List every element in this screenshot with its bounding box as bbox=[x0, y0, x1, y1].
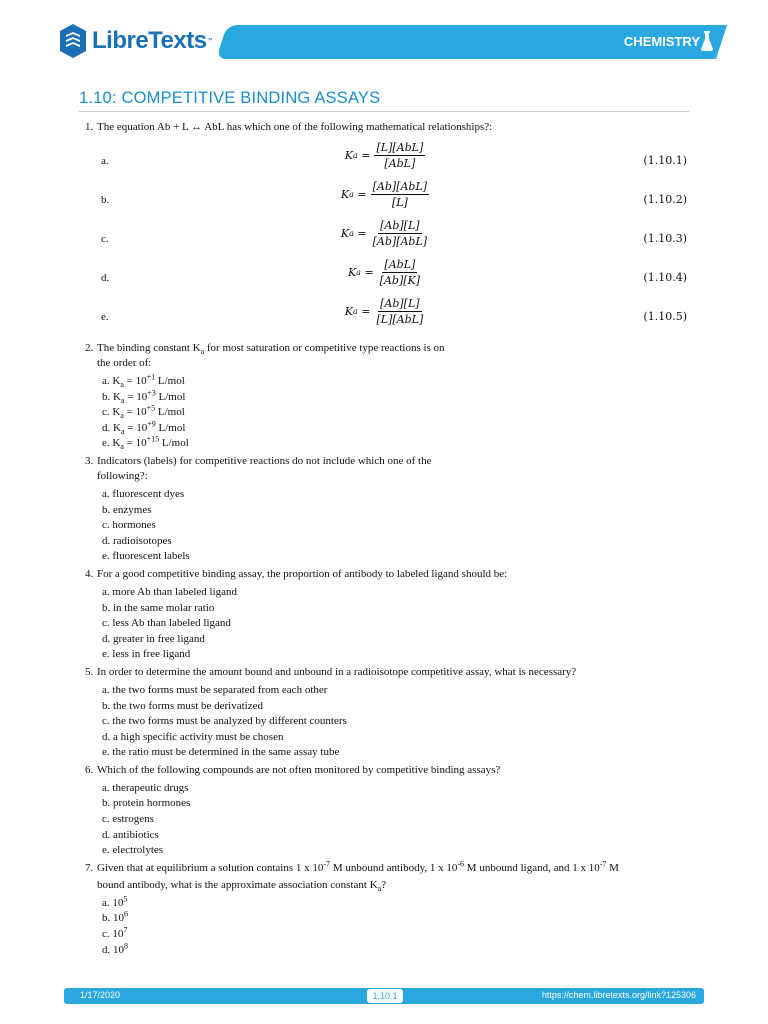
fraction-denominator: [Ab][AbL] bbox=[372, 235, 428, 248]
fraction-numerator: [Ab][AbL] bbox=[372, 180, 428, 193]
equation-lhs: K bbox=[347, 266, 357, 279]
question-number: 4. bbox=[85, 567, 94, 580]
question-7 bbox=[85, 861, 695, 893]
question-text: In order to determine the amount bound and unbound in a radioisotope competitive assay, what is necessary? bbox=[97, 665, 577, 678]
equation-lhs: K bbox=[340, 227, 350, 240]
question-text: The binding constant $K_a$ for most saturation or competitive type reactions is on bbox=[97, 342, 445, 357]
option-list bbox=[85, 374, 695, 452]
question-text-continued: bound antibody, what is the approximate association constant $K_a$? bbox=[97, 878, 387, 894]
equation-number: (1.10.5) bbox=[643, 310, 687, 323]
option-item[interactable]: b. enzymes bbox=[102, 503, 152, 516]
question-text: For a good competitive binding assay, the proportion of antibody to labeled ligand should be: bbox=[97, 567, 508, 580]
equation-row bbox=[85, 141, 695, 180]
equation-list bbox=[85, 141, 695, 336]
equation: K a = $\frac{\text{[Ab][AbL]}}{[L]}$ bbox=[340, 180, 428, 209]
equation-number: (1.10.3) bbox=[643, 232, 687, 245]
option-list bbox=[85, 487, 695, 565]
equation-lhs: K bbox=[340, 188, 350, 201]
question-text: Indicators (labels) for competitive reactions do not include which one of the bbox=[97, 454, 432, 467]
equation-number: (1.10.2) bbox=[643, 193, 687, 206]
option-item[interactable]: c. $10^7$ bbox=[102, 925, 128, 941]
equation-row bbox=[85, 219, 695, 258]
question-number: 5. bbox=[85, 665, 94, 678]
option-item[interactable]: c. $K_a = 10^{+5}$ L/mol bbox=[102, 403, 185, 421]
option-item[interactable]: c. estrogens bbox=[102, 813, 154, 826]
option-item[interactable]: b. $K_a = 10^{+3}$ L/mol bbox=[102, 387, 186, 405]
question-list bbox=[85, 118, 695, 958]
option-item[interactable]: a. $K_a = 10^{+1}$ L/mol bbox=[102, 372, 185, 390]
option-item[interactable]: b. protein hormones bbox=[102, 797, 191, 810]
option-list bbox=[85, 683, 695, 761]
question-2 bbox=[85, 341, 695, 371]
equation-row bbox=[85, 297, 695, 336]
option-item[interactable]: c. the two forms must be analyzed by different counters bbox=[102, 715, 347, 728]
logo-tm: ™ bbox=[206, 38, 213, 44]
fraction-numerator: [Ab][L] bbox=[380, 297, 420, 310]
question-number: 3. bbox=[85, 454, 94, 467]
libretexts-logo-icon bbox=[58, 22, 88, 60]
option-list bbox=[85, 781, 695, 859]
libretexts-logo[interactable] bbox=[58, 22, 213, 60]
fraction-numerator: [L][AbL] bbox=[376, 141, 424, 154]
option-item[interactable]: d. $10^8$ bbox=[102, 940, 128, 956]
equation-lhs: K bbox=[344, 305, 353, 318]
option-list bbox=[85, 896, 695, 958]
section-label[interactable]: CHEMISTRY bbox=[623, 34, 700, 49]
option-letter: d. bbox=[101, 272, 110, 284]
option-list bbox=[85, 585, 695, 663]
option-item[interactable]: e. $K_a = 10^{+15}$ L/mol bbox=[102, 434, 189, 452]
question-number: 7. bbox=[85, 861, 94, 874]
equation-lhs: K bbox=[344, 149, 353, 162]
equation-row bbox=[85, 180, 695, 219]
option-item[interactable]: a. more Ab than labeled ligand bbox=[102, 585, 238, 598]
page-title: 1.10: COMPETITIVE BINDING ASSAYS bbox=[79, 89, 381, 107]
fraction-denominator: [L][AbL] bbox=[376, 313, 424, 326]
question-number: 1. bbox=[85, 121, 94, 133]
option-item[interactable]: e. electrolytes bbox=[102, 844, 164, 857]
question-text: Which of the following compounds are not often monitored by competitive binding assays? bbox=[97, 763, 501, 776]
option-letter: e. bbox=[101, 311, 109, 323]
question-5 bbox=[85, 665, 695, 680]
fraction-denominator: [Ab][K] bbox=[379, 274, 421, 287]
option-item[interactable]: a. $10^5$ bbox=[102, 894, 128, 909]
equation-number: (1.10.1) bbox=[643, 154, 687, 167]
footer-date: 1/17/2020 bbox=[80, 990, 121, 1000]
fraction-denominator: [AbL] bbox=[384, 157, 416, 170]
option-item[interactable]: a. the two forms must be separated from each other bbox=[102, 683, 328, 696]
option-item[interactable]: d. $K_a = 10^{+9}$ L/mol bbox=[102, 419, 186, 436]
question-number: 6. bbox=[85, 763, 94, 776]
question-text: Given that at equilibrium a solution contains 1 x $10^{-7}$ M unbound antibody, 1 x $10^{-6}$ M unbound ligand, and 1 x $10^{-7}$ M bbox=[97, 859, 619, 874]
question-text: The equation Ab + L ↔ AbL has which one of the following mathematical relationships?: bbox=[97, 121, 493, 133]
fraction-numerator: [AbL] bbox=[384, 258, 416, 271]
option-item[interactable]: d. greater in free ligand bbox=[102, 632, 205, 645]
option-item[interactable]: d. a high specific activity must be chosen bbox=[102, 730, 284, 743]
question-3 bbox=[85, 454, 695, 484]
option-item[interactable]: e. less in free ligand bbox=[102, 648, 191, 661]
question-4 bbox=[85, 567, 695, 582]
option-item[interactable]: c. hormones bbox=[102, 519, 156, 532]
question-6 bbox=[85, 763, 695, 778]
equation: K a = $\frac{\text{[L][AbL]}}{\text{[AbL]}}$ bbox=[344, 141, 424, 170]
footer-link[interactable]: https://chem.libretexts.org/link?125306 bbox=[541, 990, 696, 1000]
option-item[interactable]: b. $10^6$ bbox=[102, 909, 128, 925]
option-item[interactable]: b. in the same molar ratio bbox=[102, 601, 215, 614]
equation-number: (1.10.4) bbox=[643, 271, 687, 284]
option-item[interactable]: a. therapeutic drugs bbox=[102, 781, 189, 794]
option-letter: c. bbox=[101, 233, 109, 245]
option-item[interactable]: b. the two forms must be derivatized bbox=[102, 699, 263, 712]
option-item[interactable]: e. fluorescent labels bbox=[102, 550, 190, 563]
option-item[interactable]: a. fluorescent dyes bbox=[102, 487, 185, 500]
option-item[interactable]: c. less Ab than labeled ligand bbox=[102, 617, 231, 630]
equation-row bbox=[85, 258, 695, 297]
question-1 bbox=[85, 120, 695, 135]
fraction-denominator: [L] bbox=[391, 196, 408, 209]
option-letter: a. bbox=[101, 155, 109, 167]
question-text-continued: the order of: bbox=[97, 357, 152, 369]
option-item[interactable]: d. antibiotics bbox=[102, 828, 159, 841]
title-divider bbox=[79, 111, 689, 112]
equation: K a = $\frac{[Ab][L]}{\text{[Ab][AbL]}}$ bbox=[340, 219, 428, 248]
question-number: 2. bbox=[85, 342, 94, 354]
flask-icon bbox=[700, 30, 714, 52]
option-letter: b. bbox=[101, 194, 110, 206]
option-item[interactable]: e. the ratio must be determined in the same assay tube bbox=[102, 746, 340, 759]
footer-page-number: 1.10.1 bbox=[366, 988, 404, 1004]
equation: K a = $\frac{\text{[AbL]}}{[Ab][K]}$ bbox=[347, 258, 421, 287]
fraction-numerator: [Ab][L] bbox=[380, 219, 420, 232]
equation: K a = $\frac{[Ab][L]}{\text{[L][AbL]}}$ bbox=[344, 297, 424, 326]
logo-text: LibreTexts bbox=[92, 27, 207, 54]
question-text-continued: following?: bbox=[97, 469, 148, 482]
option-item[interactable]: d. radioisotopes bbox=[102, 534, 172, 547]
